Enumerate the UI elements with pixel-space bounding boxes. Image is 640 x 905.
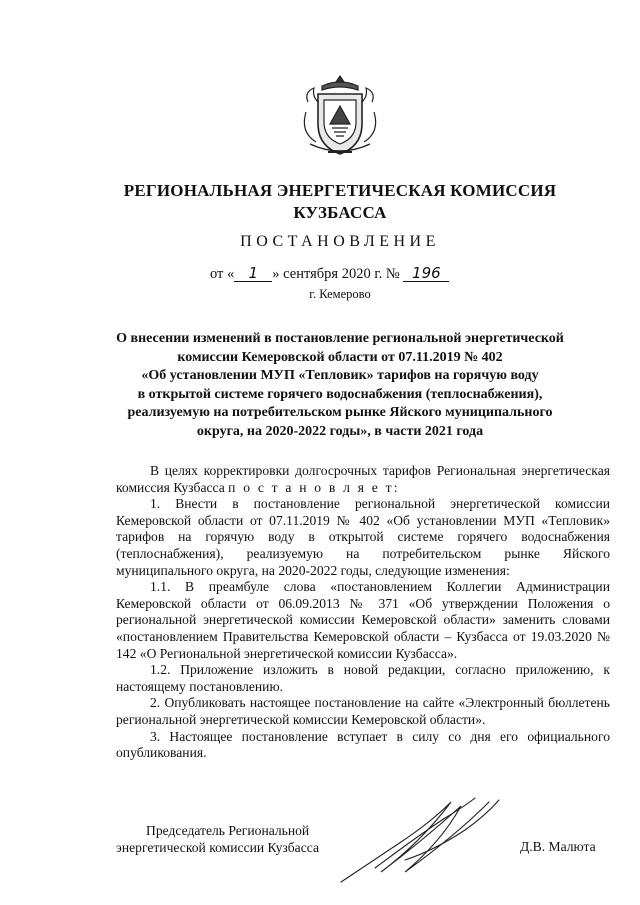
- document-body: [116, 463, 610, 762]
- paragraph-3: 3. Настоящее постановление вступает в силу со дня его официального опубликования.: [116, 728, 610, 761]
- signatory-title-line1: Председатель Региональной: [146, 823, 310, 838]
- signatory-name: Д.В. Малюта: [520, 839, 596, 854]
- subject-line: «Об установлении МУП «Тепловик» тарифов на горячую воду: [141, 368, 539, 383]
- paragraph-1: 1. Внести в постановление региональной энергетической комиссии Кемеровской области от 07.11.2019 № 402 «Об установлении МУП «Тепловик» тарифов на горячую воду в открытой системе горячего водоснабжения (теплоснабжения), реализуемую на потребительском рынке Яйского муниципального округа, на 2020-2022 годы, следующие изменения:: [116, 496, 610, 578]
- subject-line: комиссии Кемеровской области от 07.11.2019 № 402: [177, 349, 503, 365]
- subject-line: О внесении изменений в постановление региональной энергетической: [116, 331, 564, 346]
- intro-text: В целях корректировки долгосрочных тарифов Региональная энергетическая комиссия Кузбасса: [116, 463, 610, 495]
- document-type: ПОСТАНОВЛЕНИЕ: [240, 233, 440, 250]
- subject-line: реализуемую на потребительском рынке Яйского муниципального: [127, 405, 553, 420]
- signatory-title-line2: энергетической комиссии Кузбасса: [116, 839, 319, 855]
- intro-paragraph: [116, 463, 610, 496]
- date-middle: » сентября 2020 г. №: [272, 266, 400, 282]
- decree-word: п о с т а н о в л я е т:: [228, 479, 400, 495]
- paragraph-1-2: 1.2. Приложение изложить в новой редакции, согласно приложению, к настоящему постановлению.: [116, 662, 610, 694]
- coat-of-arms-emblem: [300, 72, 380, 160]
- handwritten-signature: [335, 790, 505, 890]
- signatory-title: [116, 823, 319, 856]
- organization-title-line1: РЕГИОНАЛЬНАЯ ЭНЕРГЕТИЧЕСКАЯ КОМИССИЯ: [123, 181, 557, 200]
- document-subject: [100, 330, 580, 441]
- subject-line: округа, на 2020-2022 годы», в части 2021 года: [196, 423, 484, 439]
- paragraph-1-1: 1.1. В преамбуле слова «постановлением Коллегии Администрации Кемеровской области от 06.09.2013 № 371 «Об утверждении Положения о региональной энергетической комиссии Кемеровской области» заменить словами «постановлением Правительства Кемеровской области – Кузбасса от 19.03.2020 № 142 «О Региональной энергетической комиссии Кузбасса».: [116, 579, 610, 661]
- document-number-handwritten: 196: [403, 265, 449, 282]
- document-date-line: [210, 265, 490, 283]
- city-label: г. Кемерово: [309, 287, 371, 301]
- subject-line: в открытой системе горячего водоснабжения (теплоснабжения),: [137, 386, 543, 402]
- date-day-handwritten: 1: [234, 265, 272, 282]
- date-prefix: от «: [210, 266, 235, 282]
- paragraph-2: 2. Опубликовать настоящее постановление на сайте «Электронный бюллетень региональной энергетической комиссии Кемеровской области».: [116, 695, 610, 727]
- organization-title: [100, 180, 580, 224]
- organization-title-line2: КУЗБАССА: [293, 203, 387, 222]
